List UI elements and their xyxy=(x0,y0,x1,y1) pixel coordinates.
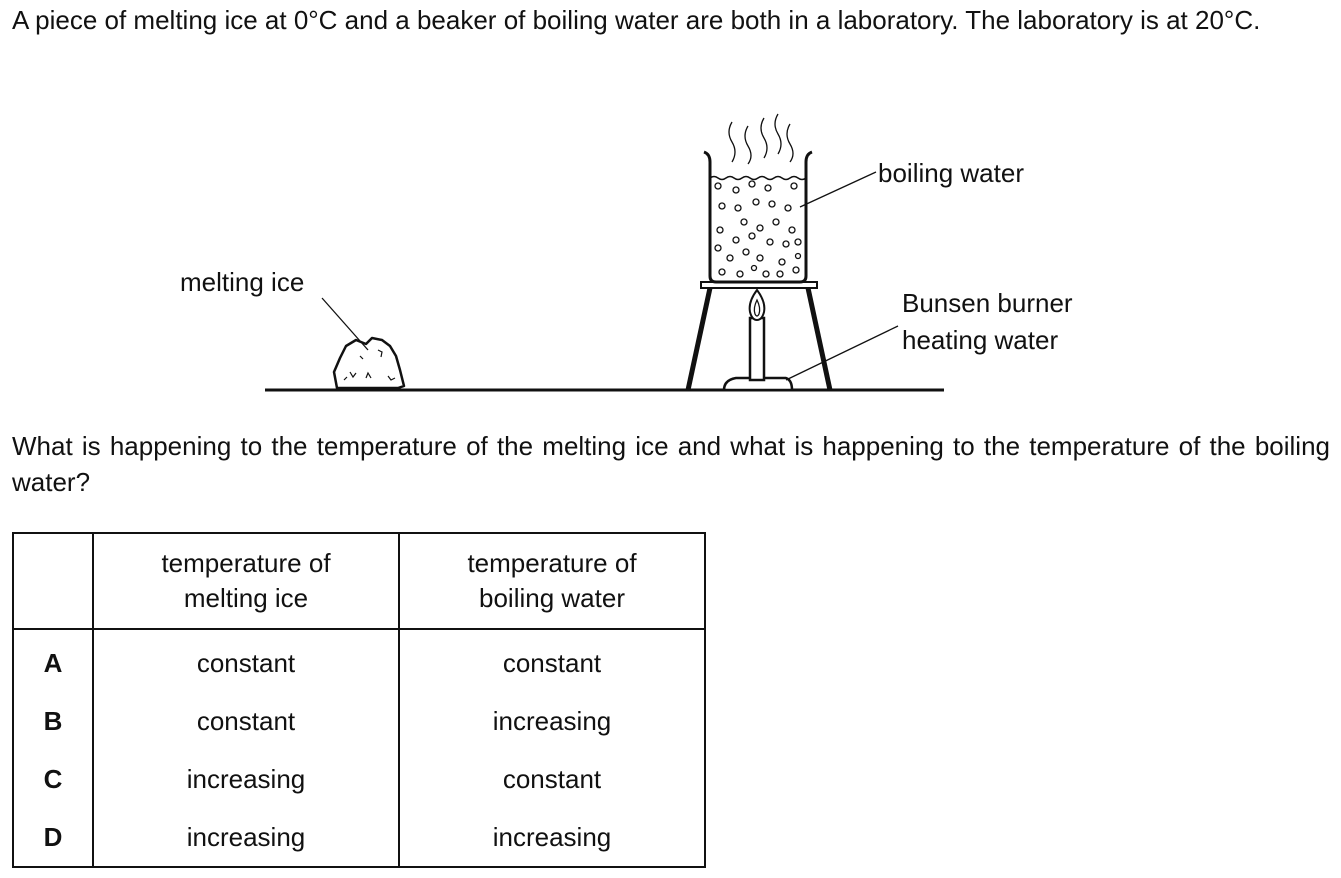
boiling-water-label: boiling water xyxy=(878,158,1024,188)
bunsen-label-line1: Bunsen burner xyxy=(902,288,1073,318)
option-row-c[interactable] xyxy=(13,750,705,808)
header-water-line2: boiling water xyxy=(479,583,625,613)
option-water-value: constant xyxy=(502,647,602,678)
header-ice-temperature xyxy=(93,533,399,629)
option-water-value: constant xyxy=(502,763,602,794)
option-letter: C xyxy=(13,750,93,808)
ice-lump xyxy=(334,338,404,388)
header-ice-line2: melting ice xyxy=(183,583,309,613)
option-ice-value: increasing xyxy=(93,750,399,808)
melting-ice-pointer xyxy=(322,298,368,350)
table-header-row xyxy=(13,533,705,629)
intro-paragraph: A piece of melting ice at 0°C and a beaker of boiling water are both in a laboratory. The laboratory is at 20°C. xyxy=(12,5,1261,35)
melting-ice-label: melting ice xyxy=(180,267,305,297)
header-letter-cell xyxy=(13,533,93,629)
option-row-a[interactable] xyxy=(13,629,705,692)
bubbles xyxy=(715,181,801,277)
bunsen-pointer xyxy=(786,326,898,380)
boiling-water-pointer xyxy=(800,172,876,207)
steam xyxy=(729,114,793,164)
option-ice-value: increasing xyxy=(93,808,399,867)
header-water-line1: temperature of xyxy=(467,548,637,578)
option-ice-value: constant xyxy=(93,692,399,750)
question-paragraph: What is happening to the temperature of the melting ice and what is happening to the temperature of the boiling water? xyxy=(12,431,1330,497)
option-row-b[interactable] xyxy=(13,692,705,750)
lab-diagram xyxy=(0,0,1341,430)
option-water-value: increasing xyxy=(492,705,612,736)
answer-table xyxy=(12,532,706,868)
option-letter: B xyxy=(13,692,93,750)
beaker xyxy=(704,152,812,282)
option-row-d[interactable] xyxy=(13,808,705,867)
bunsen-label-line2: heating water xyxy=(902,325,1059,355)
option-letter: A xyxy=(13,629,93,692)
option-letter: D xyxy=(13,808,93,867)
option-ice-value: constant xyxy=(93,629,399,692)
option-water-value: increasing xyxy=(492,821,612,852)
bunsen-burner xyxy=(724,290,792,390)
header-water-temperature xyxy=(399,533,705,629)
header-ice-line1: temperature of xyxy=(161,548,331,578)
